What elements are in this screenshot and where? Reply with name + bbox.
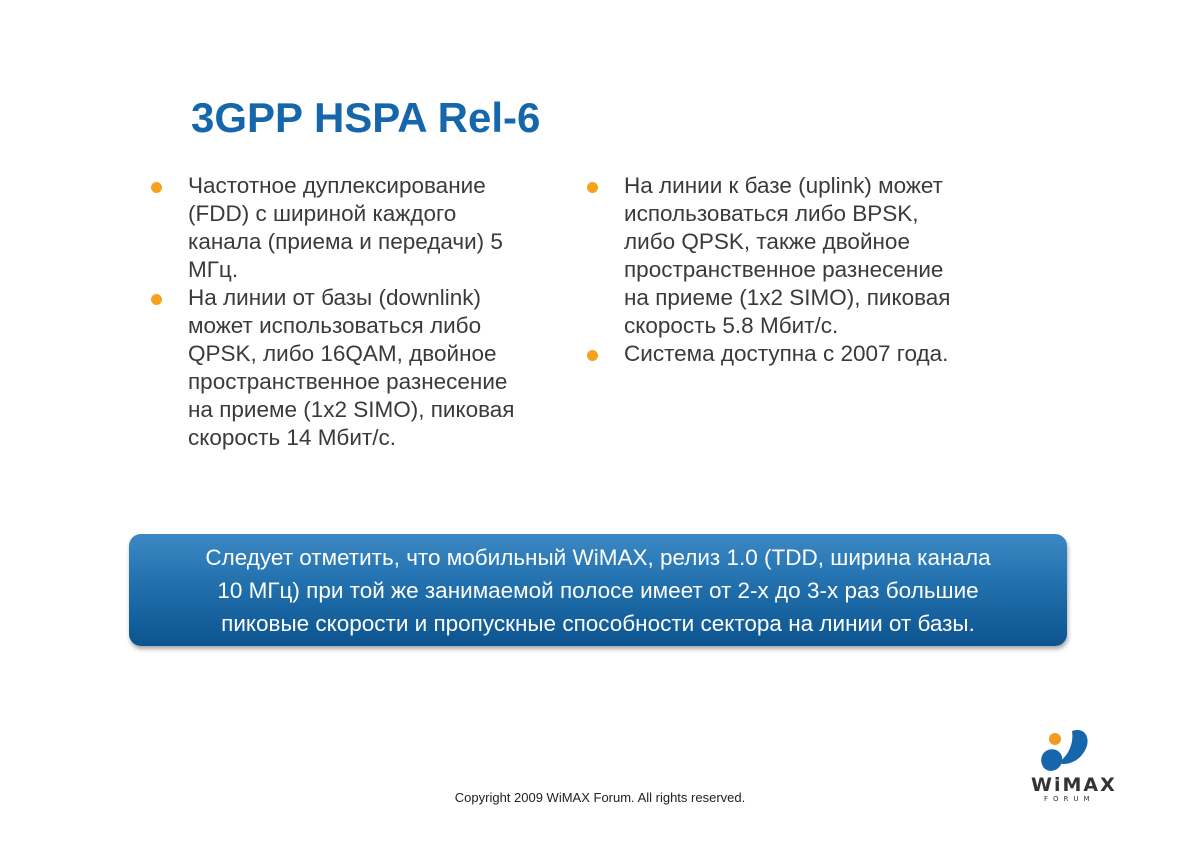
bullet-line: Частотное дуплексирование: [188, 173, 486, 198]
bullet-line: может использоваться либо: [188, 313, 482, 338]
bullet-line: На линии к базе (uplink) может: [624, 173, 943, 198]
callout-line: 10 МГц) при той же занимаемой полосе имеет от 2-х до 3-х раз большие: [217, 577, 979, 603]
callout-line: Следует отметить, что мобильный WiMAX, релиз 1.0 (TDD, ширина канала: [205, 544, 991, 570]
bullet-line: либо QPSK, также двойное: [624, 229, 910, 254]
slide-title: 3GPP HSPA Rel-6: [191, 94, 541, 141]
bullet-line: канала (приема и передачи) 5: [188, 229, 503, 254]
bullet-line: использоваться либо BPSK,: [624, 201, 919, 226]
bullet-line: пространственное разнесение: [188, 369, 508, 394]
logo-wordmark: WiMAX: [1031, 774, 1117, 796]
callout-box: [129, 534, 1067, 646]
right-bullet-list: [583, 172, 1013, 368]
list-item: [583, 172, 1013, 340]
bullet-line: скорость 5.8 Мбит/с.: [624, 313, 839, 338]
bullet-icon: [151, 294, 162, 305]
bullet-line: Система доступна с 2007 года.: [624, 341, 949, 366]
bullet-line: пространственное разнесение: [624, 257, 944, 282]
bullet-line: на приеме (1x2 SIMO), пиковая: [188, 397, 515, 422]
list-item: [147, 284, 577, 452]
bullet-icon: [587, 350, 598, 361]
bullet-line: QPSK, либо 16QAM, двойное: [188, 341, 497, 366]
bullet-icon: [151, 182, 162, 193]
bullet-line: МГц.: [188, 257, 239, 282]
list-item: [583, 340, 1013, 368]
copyright-text: Copyright 2009 WiMAX Forum. All rights reserved.: [454, 790, 746, 805]
left-bullet-list: [147, 172, 577, 452]
bullet-line: на приеме (1x2 SIMO), пиковая: [624, 285, 951, 310]
logo-subtitle: FORUM: [1044, 795, 1095, 803]
bullet-line: На линии от базы (downlink): [188, 285, 482, 310]
callout-text: [205, 541, 990, 640]
bullet-line: скорость 14 Мбит/с.: [188, 425, 396, 450]
bullet-icon: [587, 182, 598, 193]
callout-line: пиковые скорости и пропускные способности сектора на линии от базы.: [221, 610, 975, 636]
list-item: [147, 172, 577, 284]
bullet-line: (FDD) с шириной каждого: [188, 201, 457, 226]
